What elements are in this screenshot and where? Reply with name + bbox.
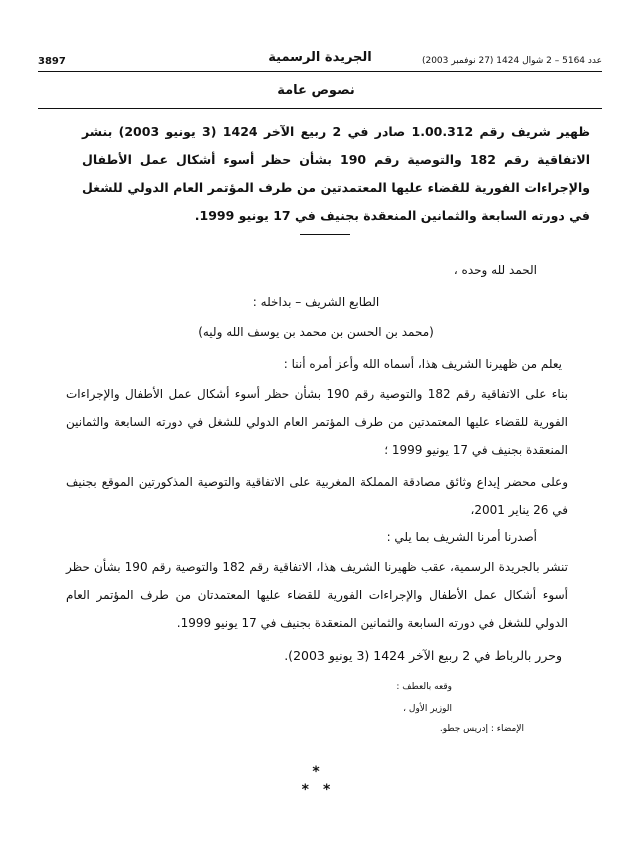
proclamation-line: يعلم من ظهيرنا الشريف هذا، أسماه الله وأعز أمره أننا : (283, 357, 562, 371)
countersign-label: وقعه بالعطف : (396, 682, 452, 692)
date-place-line: وحرر بالرباط في 2 ربيع الآخر 1424 (3 يونيو 2003). (284, 648, 562, 663)
section-title: نصوص عامة (277, 83, 355, 98)
royal-seal-line: الطابع الشريف – بداخله : (252, 295, 380, 309)
section-divider (38, 108, 602, 109)
decree-line: أصدرنا أمرنا الشريف بما يلي : (386, 530, 537, 544)
paragraph-1: بناء على الاتفاقية رقم 182 والتوصية رقم 190 بشأن حظر أسوء أشكال عمل الأطفال والإجراءات الفورية للقضاء عليها المعتمدتين من طرف المؤتمر العام الدولي للشغل في دورته السابعة والثمانين المنعقدة بجنيف في 17 يونيو 1999 ؛ (66, 387, 569, 457)
header-divider (38, 71, 602, 72)
paragraph-2: وعلى محضر إيداع وثائق مصادقة المملكة المغربية على الاتفاقية والتوصية المذكورتين الموقع بجنيف في 26 يناير 2001، (66, 475, 568, 517)
separator-stars: ** (301, 782, 345, 798)
title-divider (300, 234, 350, 235)
page-number: 3897 (38, 56, 66, 67)
separator-star: * (312, 764, 320, 780)
gazette-title: الجريدة الرسمية (268, 50, 372, 65)
signature-line: الإمضاء : إدريس جطو. (439, 724, 524, 734)
dahir-title: ظهير شريف رقم 1.00.312 صادر في 2 ربيع الآخر 1424 (3 يونيو 2003) بنشر الاتفاقية رقم 182 والتوصية رقم 190 بشأن حظر أسوء أشكال عمل الأطفال والإجراءات الفورية للقضاء عليها المعتمدتين من طرف المؤتمر العام الدولي للشغل في دورته السابعة والثمانين المنعقدة بجنيف في 17 يونيو 1999. (82, 124, 590, 223)
prime-minister-label: الوزير الأول ، (403, 704, 452, 714)
seal-inscription: (محمد بن الحسن بن محمد بن يوسف الله وليه) (198, 325, 434, 339)
paragraph-3: تنشر بالجريدة الرسمية، عقب ظهيرنا الشريف هذا، الاتفاقية رقم 182 والتوصية رقم 190 بشأن حظر أسوء أشكال عمل الأطفال والإجراءات الفورية للقضاء عليها المعتمدتان من طرف المؤتمر العام الدولي للشغل في دورته السابعة والثمانين المنعقدة بجنيف في 17 يونيو 1999. (66, 560, 568, 630)
issue-info: عدد 5164 – 2 شوال 1424 (27 نوفمبر 2003) (421, 56, 602, 66)
opening-praise: الحمد لله وحده ، (453, 263, 537, 277)
page-header (38, 48, 602, 70)
